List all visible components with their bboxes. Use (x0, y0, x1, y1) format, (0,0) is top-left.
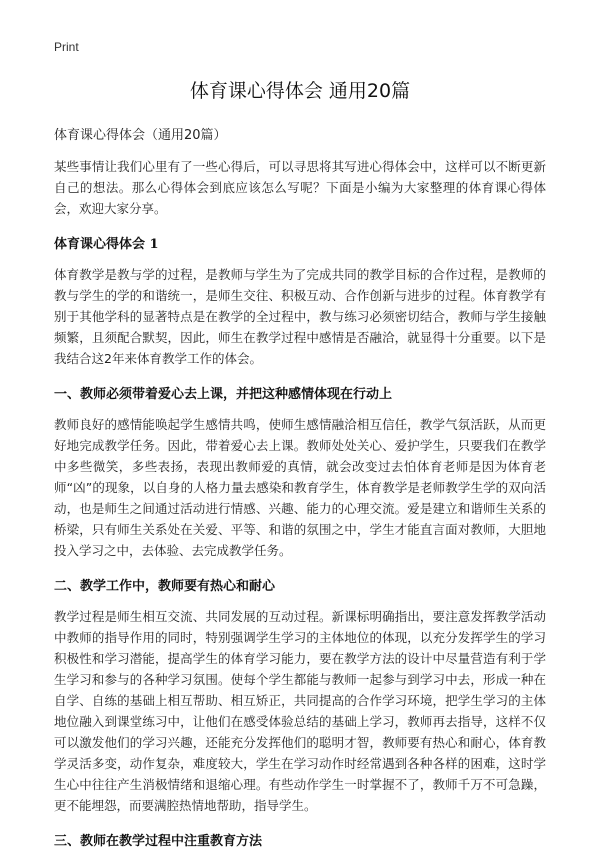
print-label[interactable]: Print (54, 40, 79, 54)
document-subtitle: 体育课心得体会（通用20篇） (54, 128, 227, 143)
heading-1: 一、教师必须带着爱心去上课，并把这种感情体现在行动上 (54, 387, 393, 402)
section-1-title: 体育课心得体会 1 (54, 237, 159, 252)
heading-3: 三、教师在教学过程中注重教育方法 (54, 834, 263, 849)
document-title: 体育课心得体会 通用20篇 (189, 80, 411, 102)
paragraph-2: 教学过程是师生相互交流、共同发展的互动过程。新课标明确指出，要注意发挥教学活动中教师的指导作用的同时，特别强调学生学习的主体地位的体现，以充分发挥学生的学习积极性和学习潜能，提高学生的体育学习能力，要在教学方法的设计中尽量营造有利于学生学习和参与的各种学习氛围。使每个学生都能与教师一起参与到学习中去，形成一种在自学、自练的基础上相互帮助、相互矫正，共同提高的合作学习环境，把学生学习的主体地位融入到课堂练习中，让他们在感受体验总结的基础上学习，教师再去指导，这样不仅可以激发他们的学习兴趣，还能充分发挥他们的聪明才智，教师要有热心和耐心，体育教学灵活多变，动作复杂，难度较大，学生在学习动作时经常遇到各种各样的困难，这时学生心中往往产生消极情绪和退缩心理。有些动作学生一时掌握不了，教师千万不可急躁，更不能埋怨，而要满腔热情地帮助，指导学生。 (54, 609, 546, 813)
heading-2: 二、教学工作中，教师要有热心和耐心 (54, 579, 276, 594)
intro-paragraph: 某些事情让我们心里有了一些心得后，可以寻思将其写进心得体会中，这样可以不断更新自己的想法。那么心得体会到底应该怎么写呢？下面是小编为大家整理的体育课心得体会，欢迎大家分享。 (54, 159, 546, 216)
paragraph-1: 教师良好的感情能唤起学生感情共鸣，使师生感情融洽相互信任，教学气氛活跃，从而更好地完成教学任务。因此，带着爱心去上课。教师处处关心、爱护学生，只要我们在教学中多些微笑，多些表扬，表现出教师爱的真情，就会改变过去怕体育老师是因为体育老师“凶”的现象，以自身的人格力量去感染和教育学生，体育教学是老师教学生学的双向活动，也是师生之间通过活动进行情感、兴趣、能力的心理交流。爱是建立和谐师生关系的桥梁，只有师生关系处在关爱、平等、和谐的氛围之中，学生才能直言面对教师，大胆地投入学习之中，去体验、去完成教学任务。 (54, 417, 546, 558)
section-1-paragraph: 体育教学是教与学的过程，是教师与学生为了完成共同的教学目标的合作过程，是教师的教与学生的学的和谐统一，是师生交往、积极互动、合作创新与进步的过程。体育教学有别于其他学科的显著特点是在教学的全过程中，教与练习必须密切结合，教师与学生接触频繁，且须配合默契，因此，师生在教学过程中感情是否融洽，就显得十分重要。以下是我结合这2年来体育教学工作的体会。 (54, 267, 546, 366)
